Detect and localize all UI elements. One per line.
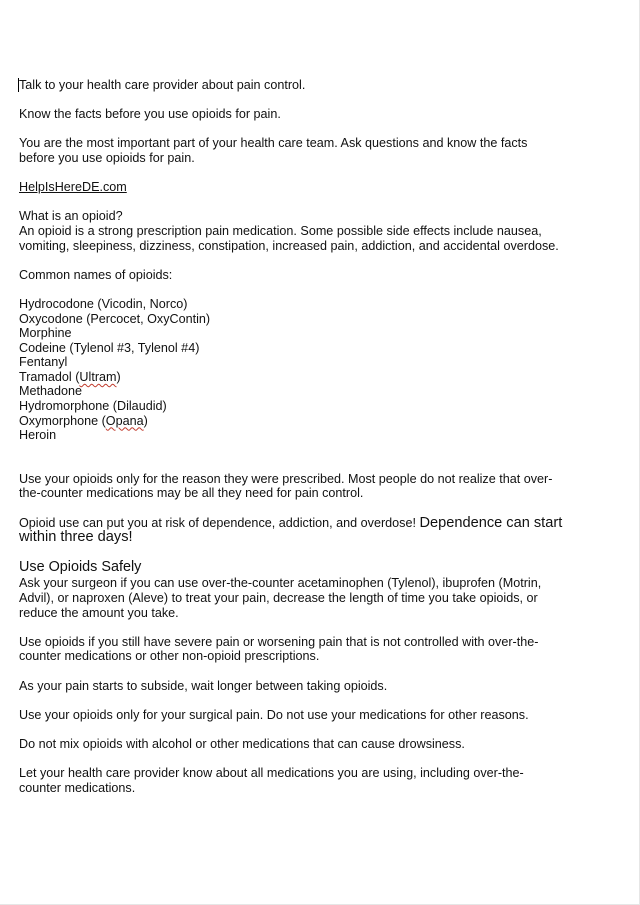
list-item-methadone: Methadone [19,384,83,399]
list-item-codeine: Codeine (Tylenol #3, Tylenol #4) [19,340,200,355]
intro-line [19,78,564,93]
tramadol-suffix: ) [116,369,121,384]
document-body [19,78,564,810]
mix-paragraph: Do not mix opioids with alcohol or other medications that can cause drowsiness. [19,736,465,751]
what-is-answer: An opioid is a strong prescription pain medication. Some possible side effects include nausea, vomiting, sleepiness, dizziness, constipation, increased pain, addiction, and accidental overdose. [19,223,559,253]
opioid-list [19,297,564,443]
spellcheck-word-ultram[interactable]: Ultram [79,369,117,384]
oxymorphone-suffix: ) [143,413,148,428]
what-is-opioid-section [19,209,564,253]
tramadol-prefix: Tramadol ( [19,369,80,384]
surgical-pain-paragraph: Use your opioids only for your surgical pain. Do not use your medications for other reasons. [19,707,529,722]
prescribed-paragraph: Use your opioids only for the reason they were prescribed. Most people do not realize that over-the-counter medications may be all they need for pain control. [19,471,553,501]
list-item-oxymorphone [19,414,564,429]
list-item-hydromorphone: Hydromorphone (Dilaudid) [19,399,167,414]
common-names-heading: Common names of opioids: [19,267,173,282]
list-item-tramadol [19,370,564,385]
oxymorphone-prefix: Oxymorphone ( [19,413,106,428]
list-item-fentanyl: Fentanyl [19,355,68,370]
website-paragraph [19,180,564,195]
risk-text: Opioid use can put you at risk of dependence, addiction, and overdose! [19,515,416,530]
surgeon-paragraph: Ask your surgeon if you can use over-the-counter acetaminophen (Tylenol), ibuprofen (Motrin, Advil), or naproxen (Aleve) to treat your pain, decrease the length of time you take opioids, or reduce the amount you take. [19,576,542,620]
website-link[interactable]: HelpIsHereDE.com [19,180,127,195]
risk-paragraph [19,516,564,545]
list-item-oxycodone: Oxycodone (Percocet, OxyContin) [19,311,211,326]
spellcheck-word-opana[interactable]: Opana [105,413,144,428]
use-safely-heading: Use Opioids Safely [19,559,142,576]
team-paragraph: You are the most important part of your health care team. Ask questions and know the facts before you use opioids for pain. [19,136,528,165]
dependence-warning: Dependence can start within three days! [19,514,563,546]
list-item-morphine: Morphine [19,326,72,341]
list-item-heroin: Heroin [19,428,57,443]
intro-text: Talk to your health care provider about pain control. [19,78,306,92]
subside-paragraph: As your pain starts to subside, wait longer between taking opioids. [19,678,388,693]
what-is-question: What is an opioid? [19,209,123,224]
facts-line: Know the facts before you use opioids for pain. [19,107,281,122]
severe-pain-paragraph: Use opioids if you still have severe pain or worsening pain that is not controlled with over-the-counter medications or other non-opioid prescriptions. [19,634,539,664]
inform-provider-paragraph: Let your health care provider know about all medications you are using, including over-the-counter medications. [19,766,524,795]
list-item-hydrocodone: Hydrocodone (Vicodin, Norco) [19,296,188,311]
